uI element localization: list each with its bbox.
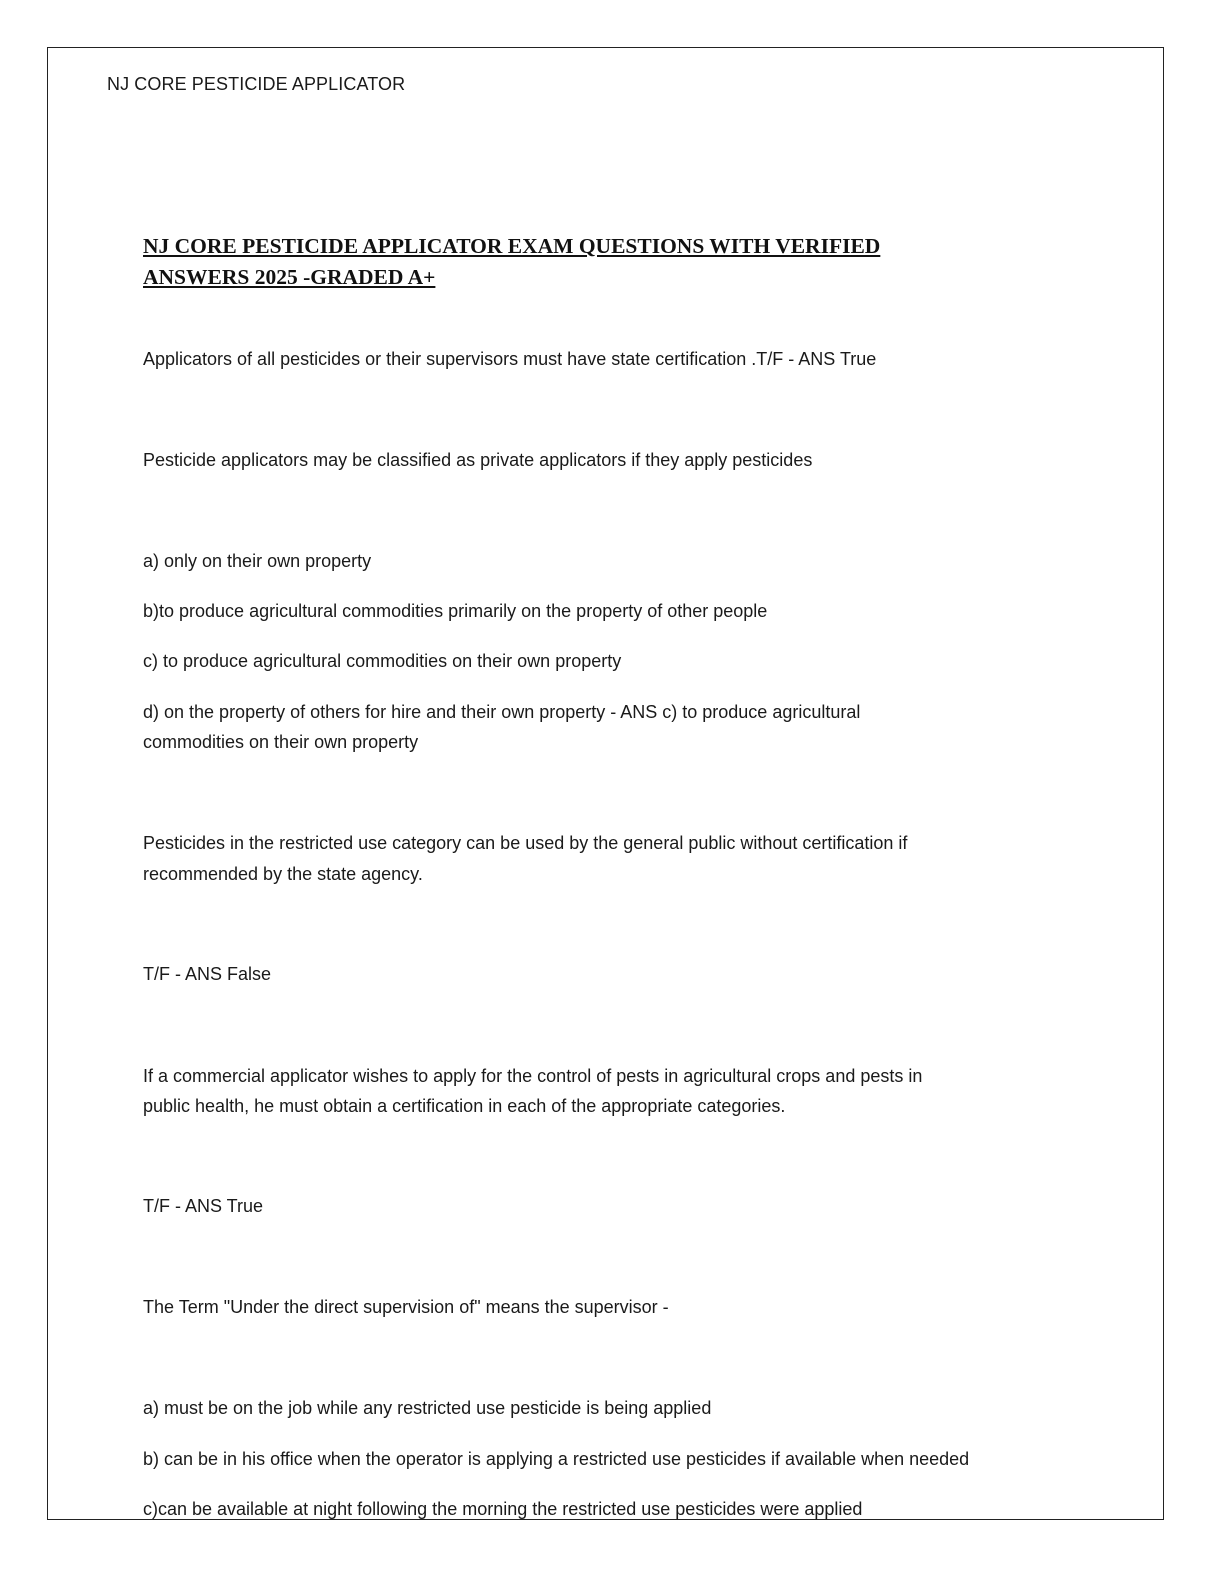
- question-1: Applicators of all pesticides or their supervisors must have state certification .T/F - ANS True: [143, 349, 877, 369]
- question-5: The Term "Under the direct supervision of" means the supervisor -: [143, 1297, 669, 1317]
- answer-3: T/F - ANS False: [143, 964, 272, 984]
- question-4-continued: public health, he must obtain a certification in each of the appropriate categories.: [143, 1096, 786, 1116]
- option-d: d) on the property of others for hire and their own property - ANS c) to produce agricultural: [143, 702, 861, 722]
- question-4: If a commercial applicator wishes to apply for the control of pests in agricultural crops and pests in: [143, 1066, 923, 1086]
- title-line-1: NJ CORE PESTICIDE APPLICATOR EXAM QUESTIONS WITH VERIFIED: [143, 234, 881, 258]
- title-line-2: ANSWERS 2025 -GRADED A+: [143, 265, 436, 289]
- option-d-continued: commodities on their own property: [143, 732, 419, 752]
- answer-4: T/F - ANS True: [143, 1196, 264, 1216]
- document-title: [143, 231, 1043, 293]
- option-c: c) to produce agricultural commodities on their own property: [143, 651, 622, 671]
- option-5a: a) must be on the job while any restricted use pesticide is being applied: [143, 1398, 712, 1418]
- question-3: Pesticides in the restricted use category can be used by the general public without certification if: [143, 833, 908, 853]
- option-a: a) only on their own property: [143, 551, 372, 571]
- option-5b: b) can be in his office when the operator is applying a restricted use pesticides if available when needed: [143, 1449, 970, 1469]
- question-3-continued: recommended by the state agency.: [143, 864, 423, 884]
- option-5c: c)can be available at night following the morning the restricted use pesticides were applied: [143, 1499, 863, 1519]
- option-b: b)to produce agricultural commodities primarily on the property of other people: [143, 601, 768, 621]
- page-header: NJ CORE PESTICIDE APPLICATOR: [107, 74, 406, 94]
- question-2: Pesticide applicators may be classified as private applicators if they apply pesticides: [143, 450, 813, 470]
